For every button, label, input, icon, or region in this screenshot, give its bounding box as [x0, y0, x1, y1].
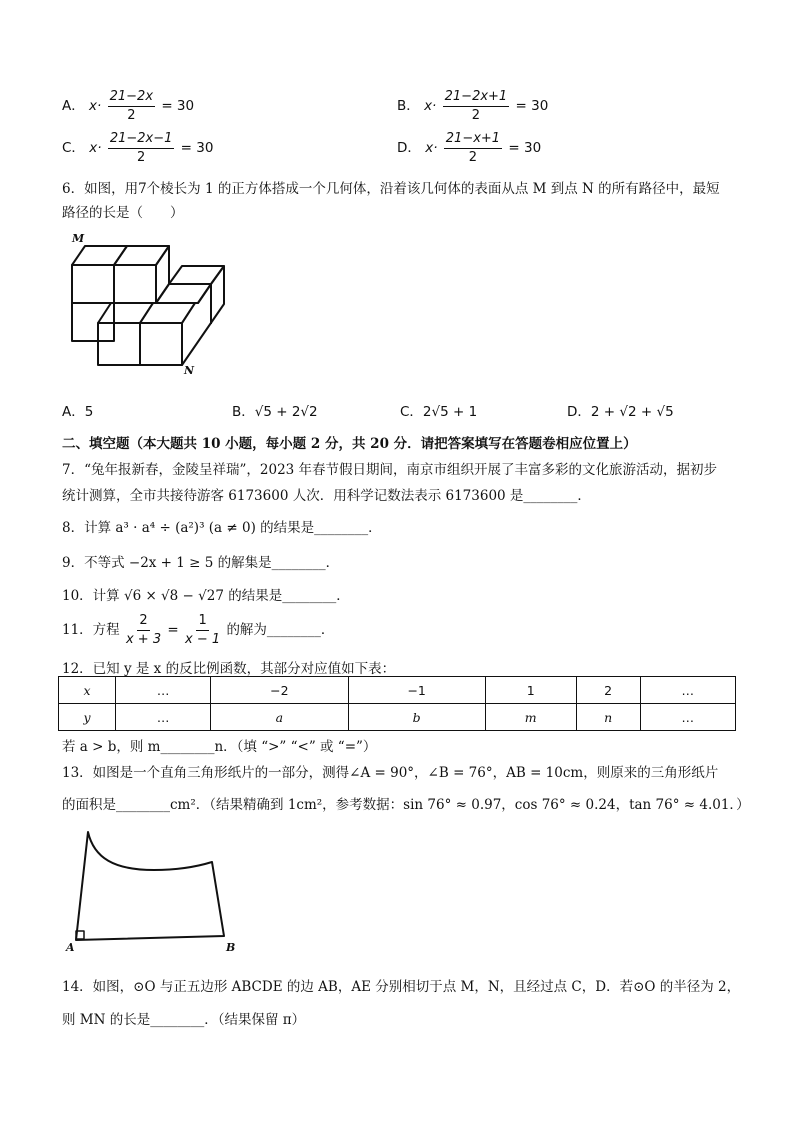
q5-option-c-fraction: $\frac{21-2x-1}{2}$	[109, 131, 173, 165]
q5-option-b: B． x· $\frac{21-2x+1}{2}$ = 30	[397, 89, 549, 123]
q6-stem-line1: 6．如图，用7个棱长为 1 的正方体搭成一个几何体，沿着该几何体的表面从点 M 到点 N 的所有路径中，最短	[62, 181, 720, 197]
q13-stem-line2: 的面积是________cm²．（结果精确到 1cm²，参考数据：sin 76° ≈ 0.97，cos 76° ≈ 0.24，tan 76° ≈ 4.01．）	[62, 797, 750, 813]
q12-value-table	[58, 676, 736, 731]
q5-option-d: D． x· $\frac{21-x+1}{2}$ = 30	[397, 131, 542, 165]
q11-stem: 11．方程 $\frac{2}{x + 3}$ = $\frac{1}{x - 1}$ 的解为________．	[62, 613, 335, 647]
q13-stem-line1: 13．如图是一个直角三角形纸片的一部分，测得∠A = 90°，∠B = 76°，AB = 10cm，则原来的三角形纸片	[62, 765, 719, 781]
q6-option-d: D．2 + √2 + √5	[567, 404, 674, 420]
q5-option-a-fraction: $\frac{21-2x}{2}$	[109, 89, 154, 123]
q8-stem: 8．计算 a³ · a⁴ ÷ (a²)³ (a ≠ 0) 的结果是________．	[62, 520, 382, 536]
q5-option-a: A． x· $\frac{21-2x}{2}$ = 30	[62, 89, 195, 123]
q6-option-a: A．5	[62, 404, 94, 420]
q10-stem: 10．计算 √6 × √8 − √27 的结果是________．	[62, 588, 350, 604]
q7-stem-line2: 统计测算，全市共接待游客 6173600 人次．用科学记数法表示 6173600 是________．	[62, 488, 591, 504]
q13-paper-figure	[64, 828, 244, 953]
q6-cube-figure	[66, 228, 236, 376]
q9-stem: 9．不等式 −2x + 1 ≥ 5 的解集是________．	[62, 555, 340, 571]
q14-stem-line1: 14．如图，⊙O 与正五边形 ABCDE 的边 AB，AE 分别相切于点 M，N，且经过点 C，D．若⊙O 的半径为 2，	[62, 979, 741, 995]
q12-question: 若 a > b，则 m________n．（填 “>” “<” 或 “=”）	[62, 739, 377, 755]
q6-option-c: C．2√5 + 1	[400, 404, 478, 420]
q14-stem-line2: 则 MN 的长是________．（结果保留 π）	[62, 1012, 306, 1028]
q13-label-a: A	[66, 941, 75, 953]
table-row: x … −2 −1 1 2 …	[59, 677, 736, 704]
q11-fraction-left: $\frac{2}{x + 3}$	[125, 613, 162, 647]
q6-label-n: N	[184, 364, 195, 376]
q6-label-m: M	[72, 232, 85, 245]
table-row: y … a b m n …	[59, 704, 736, 731]
q5-option-d-fraction: $\frac{21-x+1}{2}$	[445, 131, 501, 165]
q5-option-b-fraction: $\frac{21-2x+1}{2}$	[444, 89, 508, 123]
q6-stem-line2: 路径的长是（ ）	[62, 205, 184, 221]
section2-heading: 二、填空题（本大题共 10 小题，每小题 2 分，共 20 分．请把答案填写在答题卷相应位置上）	[62, 436, 637, 452]
q13-label-b: B	[226, 941, 236, 953]
q12-stem: 12．已知 y 是 x 的反比例函数，其部分对应值如下表：	[62, 661, 396, 677]
q5-option-c: C． x· $\frac{21-2x-1}{2}$ = 30	[62, 131, 214, 165]
q7-stem-line1: 7．“兔年报新春，金陵呈祥瑞”，2023 年春节假日期间，南京市组织开展了丰富多彩的文化旅游活动，据初步	[62, 462, 718, 478]
q6-option-b: B．√5 + 2√2	[232, 404, 318, 420]
q11-fraction-right: $\frac{1}{x - 1}$	[185, 613, 221, 647]
